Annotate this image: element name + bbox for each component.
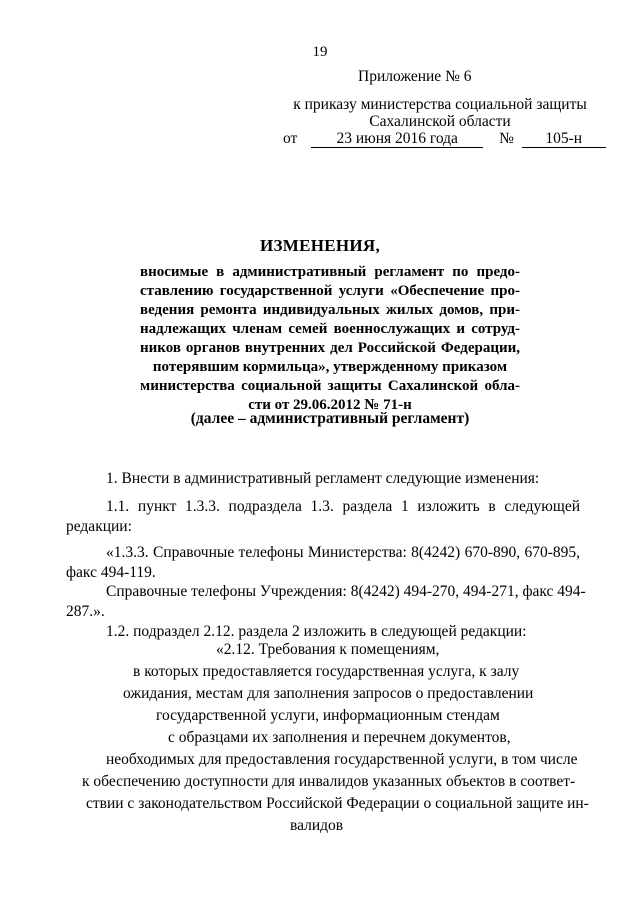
order-reference-line2: Сахалинской области	[369, 113, 511, 130]
document-title: ИЗМЕНЕНИЯ,	[259, 236, 381, 255]
subtitle-line: ников органов внутренних дел Российской Федерации,	[140, 340, 520, 356]
order-reference-line1: к приказу министерства социальной защиты	[293, 96, 587, 113]
order-date: 23 июня 2016 года	[311, 130, 483, 148]
subtitle-line: потерявшим кормильца», утвержденному приказом	[152, 359, 508, 375]
heading-line: «2.12. Требования к помещениям,	[216, 641, 440, 658]
heading-line: в которых предоставляется государственная услуга, к залу	[133, 663, 520, 680]
subtitle-line: надлежащих членам семей военнослужащих и сотруд-	[140, 321, 520, 337]
subtitle-line: сти от 29.06.2012 № 71-н	[248, 397, 412, 413]
subtitle-line: ведения ремонта индивидуальных жилых домов, при-	[140, 302, 520, 318]
from-label: от	[283, 130, 298, 147]
heading-line: с образцами их заполнения и перечнем документов,	[168, 729, 511, 746]
paragraph-1-1-cont: редакции:	[66, 518, 132, 535]
page-number: 19	[312, 44, 328, 60]
subtitle-line: вносимые в административный регламент по предо-	[140, 264, 520, 280]
heading-line: необходимых для предоставления государственной услуги, в том числе	[106, 751, 578, 768]
number-label: №	[499, 130, 514, 147]
heading-line: ожидания, местам для заполнения запросов о предоставлении	[123, 685, 534, 702]
heading-line: государственной услуги, информационным стендам	[156, 707, 500, 724]
abbreviation-note: (далее – административный регламент)	[190, 410, 470, 427]
paragraph-1-2: 1.2. подраздел 2.12. раздела 2 изложить в следующей редакции:	[106, 623, 527, 640]
paragraph-phones-ministry-cont: факс 494-119.	[66, 564, 156, 581]
order-number: 105-н	[522, 130, 606, 148]
appendix-label: Приложение № 6	[358, 68, 472, 85]
subtitle-line: ставлению государственной услуги «Обеспечение про-	[140, 283, 520, 299]
paragraph-phones-institution-cont: 287.».	[66, 603, 105, 620]
order-date-row	[283, 130, 606, 148]
heading-line: валидов	[290, 817, 344, 834]
subtitle-line: министерства социальной защиты Сахалинской обла-	[140, 378, 520, 394]
heading-line: ствии с законодательством Российской Федерации о социальной защите ин-	[86, 795, 589, 812]
paragraph-1: 1. Внести в административный регламент следующие изменения:	[106, 470, 540, 487]
paragraph-1-1: 1.1. пункт 1.3.3. подраздела 1.3. раздела 1 изложить в следующей	[106, 498, 580, 515]
heading-line: к обеспечению доступности для инвалидов указанных объектов в соответ-	[82, 773, 576, 790]
paragraph-phones-ministry: «1.3.3. Справочные телефоны Министерства: 8(4242) 670-890, 670-895,	[106, 544, 580, 561]
paragraph-phones-institution: Справочные телефоны Учреждения: 8(4242) 494-270, 494-271, факс 494-	[106, 583, 586, 600]
